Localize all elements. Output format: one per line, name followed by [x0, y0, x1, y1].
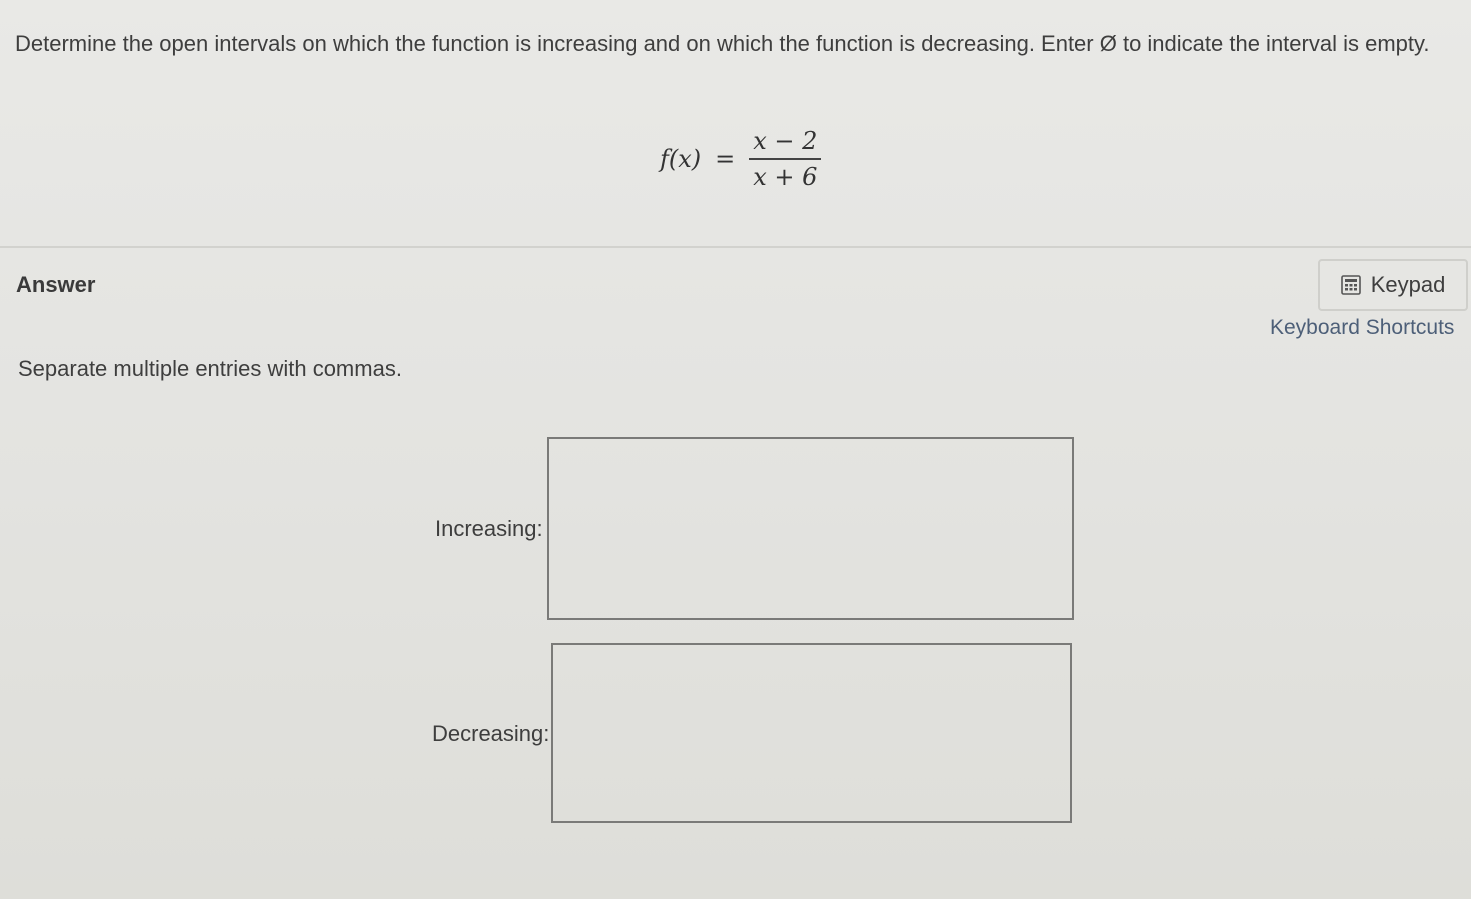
formula-numerator: x − 2: [753, 127, 818, 155]
decreasing-label: Decreasing:: [432, 721, 550, 746]
calculator-icon: [1341, 275, 1361, 295]
formula-lhs: f(x): [660, 145, 702, 173]
increasing-input[interactable]: [547, 437, 1074, 620]
question-text: Determine the open intervals on which the function is increasing and on which the function is decreasing. Enter Ø to indicate the interval is empty.: [15, 31, 1430, 56]
formula-equals: =: [715, 145, 736, 173]
answer-heading: Answer: [16, 272, 96, 297]
keyboard-shortcuts-link[interactable]: Keyboard Shortcuts: [1270, 316, 1455, 339]
keypad-label: Keypad: [1370, 272, 1446, 297]
formula-denominator: x + 6: [753, 163, 818, 191]
function-formula: [660, 124, 821, 194]
formula-fraction: [749, 126, 821, 192]
entry-hint: Separate multiple entries with commas.: [18, 356, 402, 381]
section-divider: [0, 246, 1471, 248]
increasing-label: Increasing:: [435, 516, 543, 541]
decreasing-input[interactable]: [551, 643, 1072, 823]
fraction-bar: [749, 158, 821, 160]
keypad-button[interactable]: [1318, 259, 1468, 311]
